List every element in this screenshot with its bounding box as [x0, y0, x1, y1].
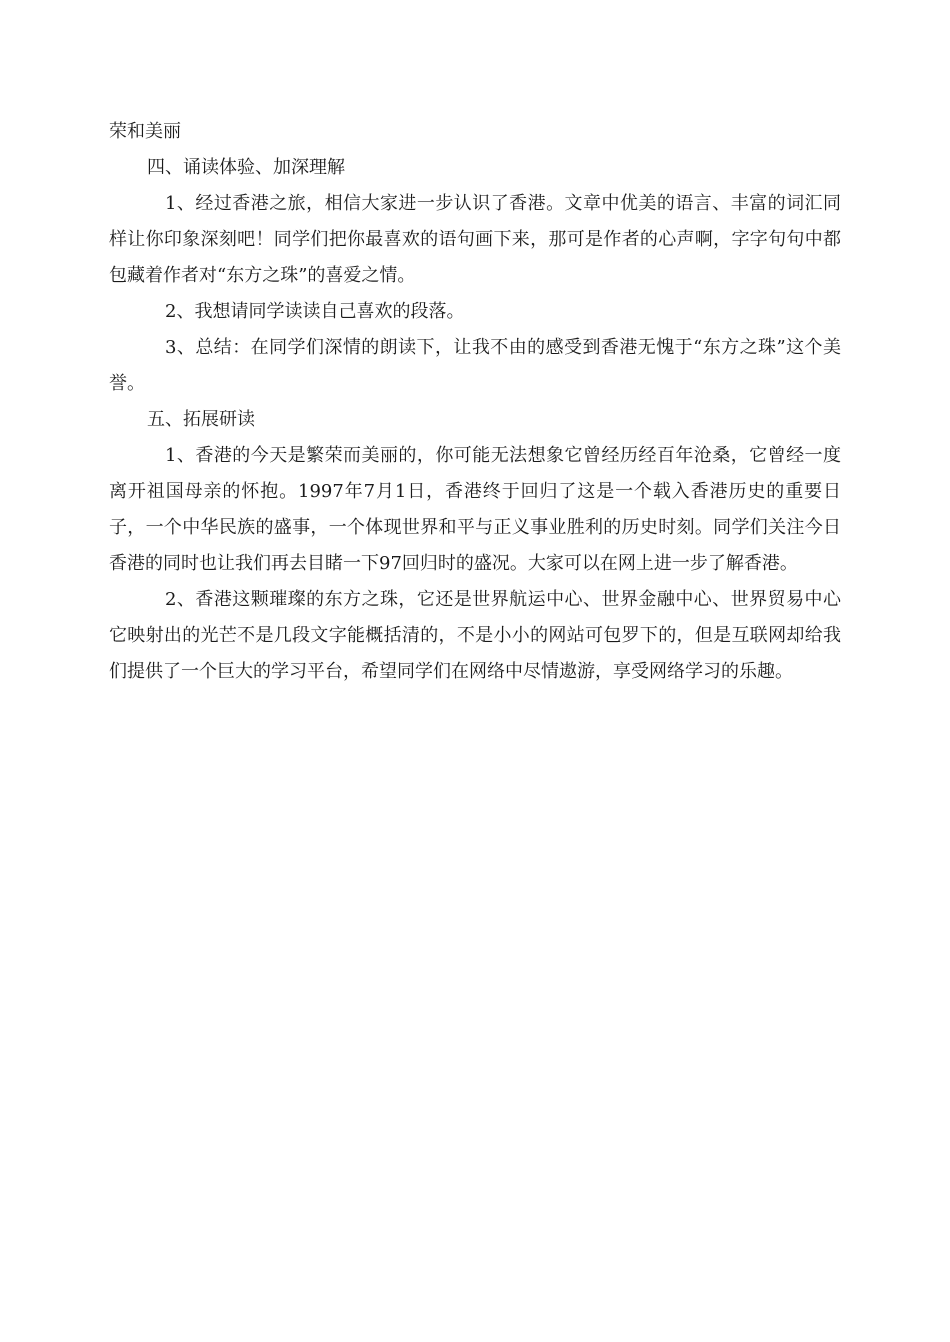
section-heading-5: 五、拓展研读 — [147, 409, 255, 430]
section-heading-4: 四、诵读体验、加深理解 — [147, 157, 345, 178]
paragraph-4-2: 2、我想请同学读读自己喜欢的段落。 — [165, 301, 465, 322]
paragraph-4-3: 3、总结：在同学们深情的朗读下，让我不由的感受到香港无愧于“东方之珠”这个美誉。 — [109, 337, 841, 394]
document-body — [109, 114, 841, 690]
paragraph-5-1: 1、香港的今天是繁荣而美丽的，你可能无法想象它曾经历经百年沧桑，它曾经一度离开祖国母亲的怀抱。1997年7月1日，香港终于回归了这是一个载入香港历史的重要日子，一个中华民族的盛事，一个体现世界和平与正义事业胜利的历史时刻。同学们关注今日香港的同时也让我们再去目睹一下97回归时的盛况。大家可以在网上进一步了解香港。 — [109, 445, 841, 574]
paragraph-continuation: 荣和美丽 — [109, 121, 181, 142]
paragraph-5-2: 2、香港这颗璀璨的东方之珠，它还是世界航运中心、世界金融中心、世界贸易中心它映射出的光芒不是几段文字能概括清的，不是小小的网站可包罗下的，但是互联网却给我们提供了一个巨大的学习平台，希望同学们在网络中尽情遨游，享受网络学习的乐趣。 — [109, 589, 841, 682]
paragraph-4-1: 1、经过香港之旅，相信大家进一步认识了香港。文章中优美的语言、丰富的词汇同样让你印象深刻吧！同学们把你最喜欢的语句画下来，那可是作者的心声啊，字字句句中都包藏着作者对“东方之珠”的喜爱之情。 — [109, 193, 841, 286]
